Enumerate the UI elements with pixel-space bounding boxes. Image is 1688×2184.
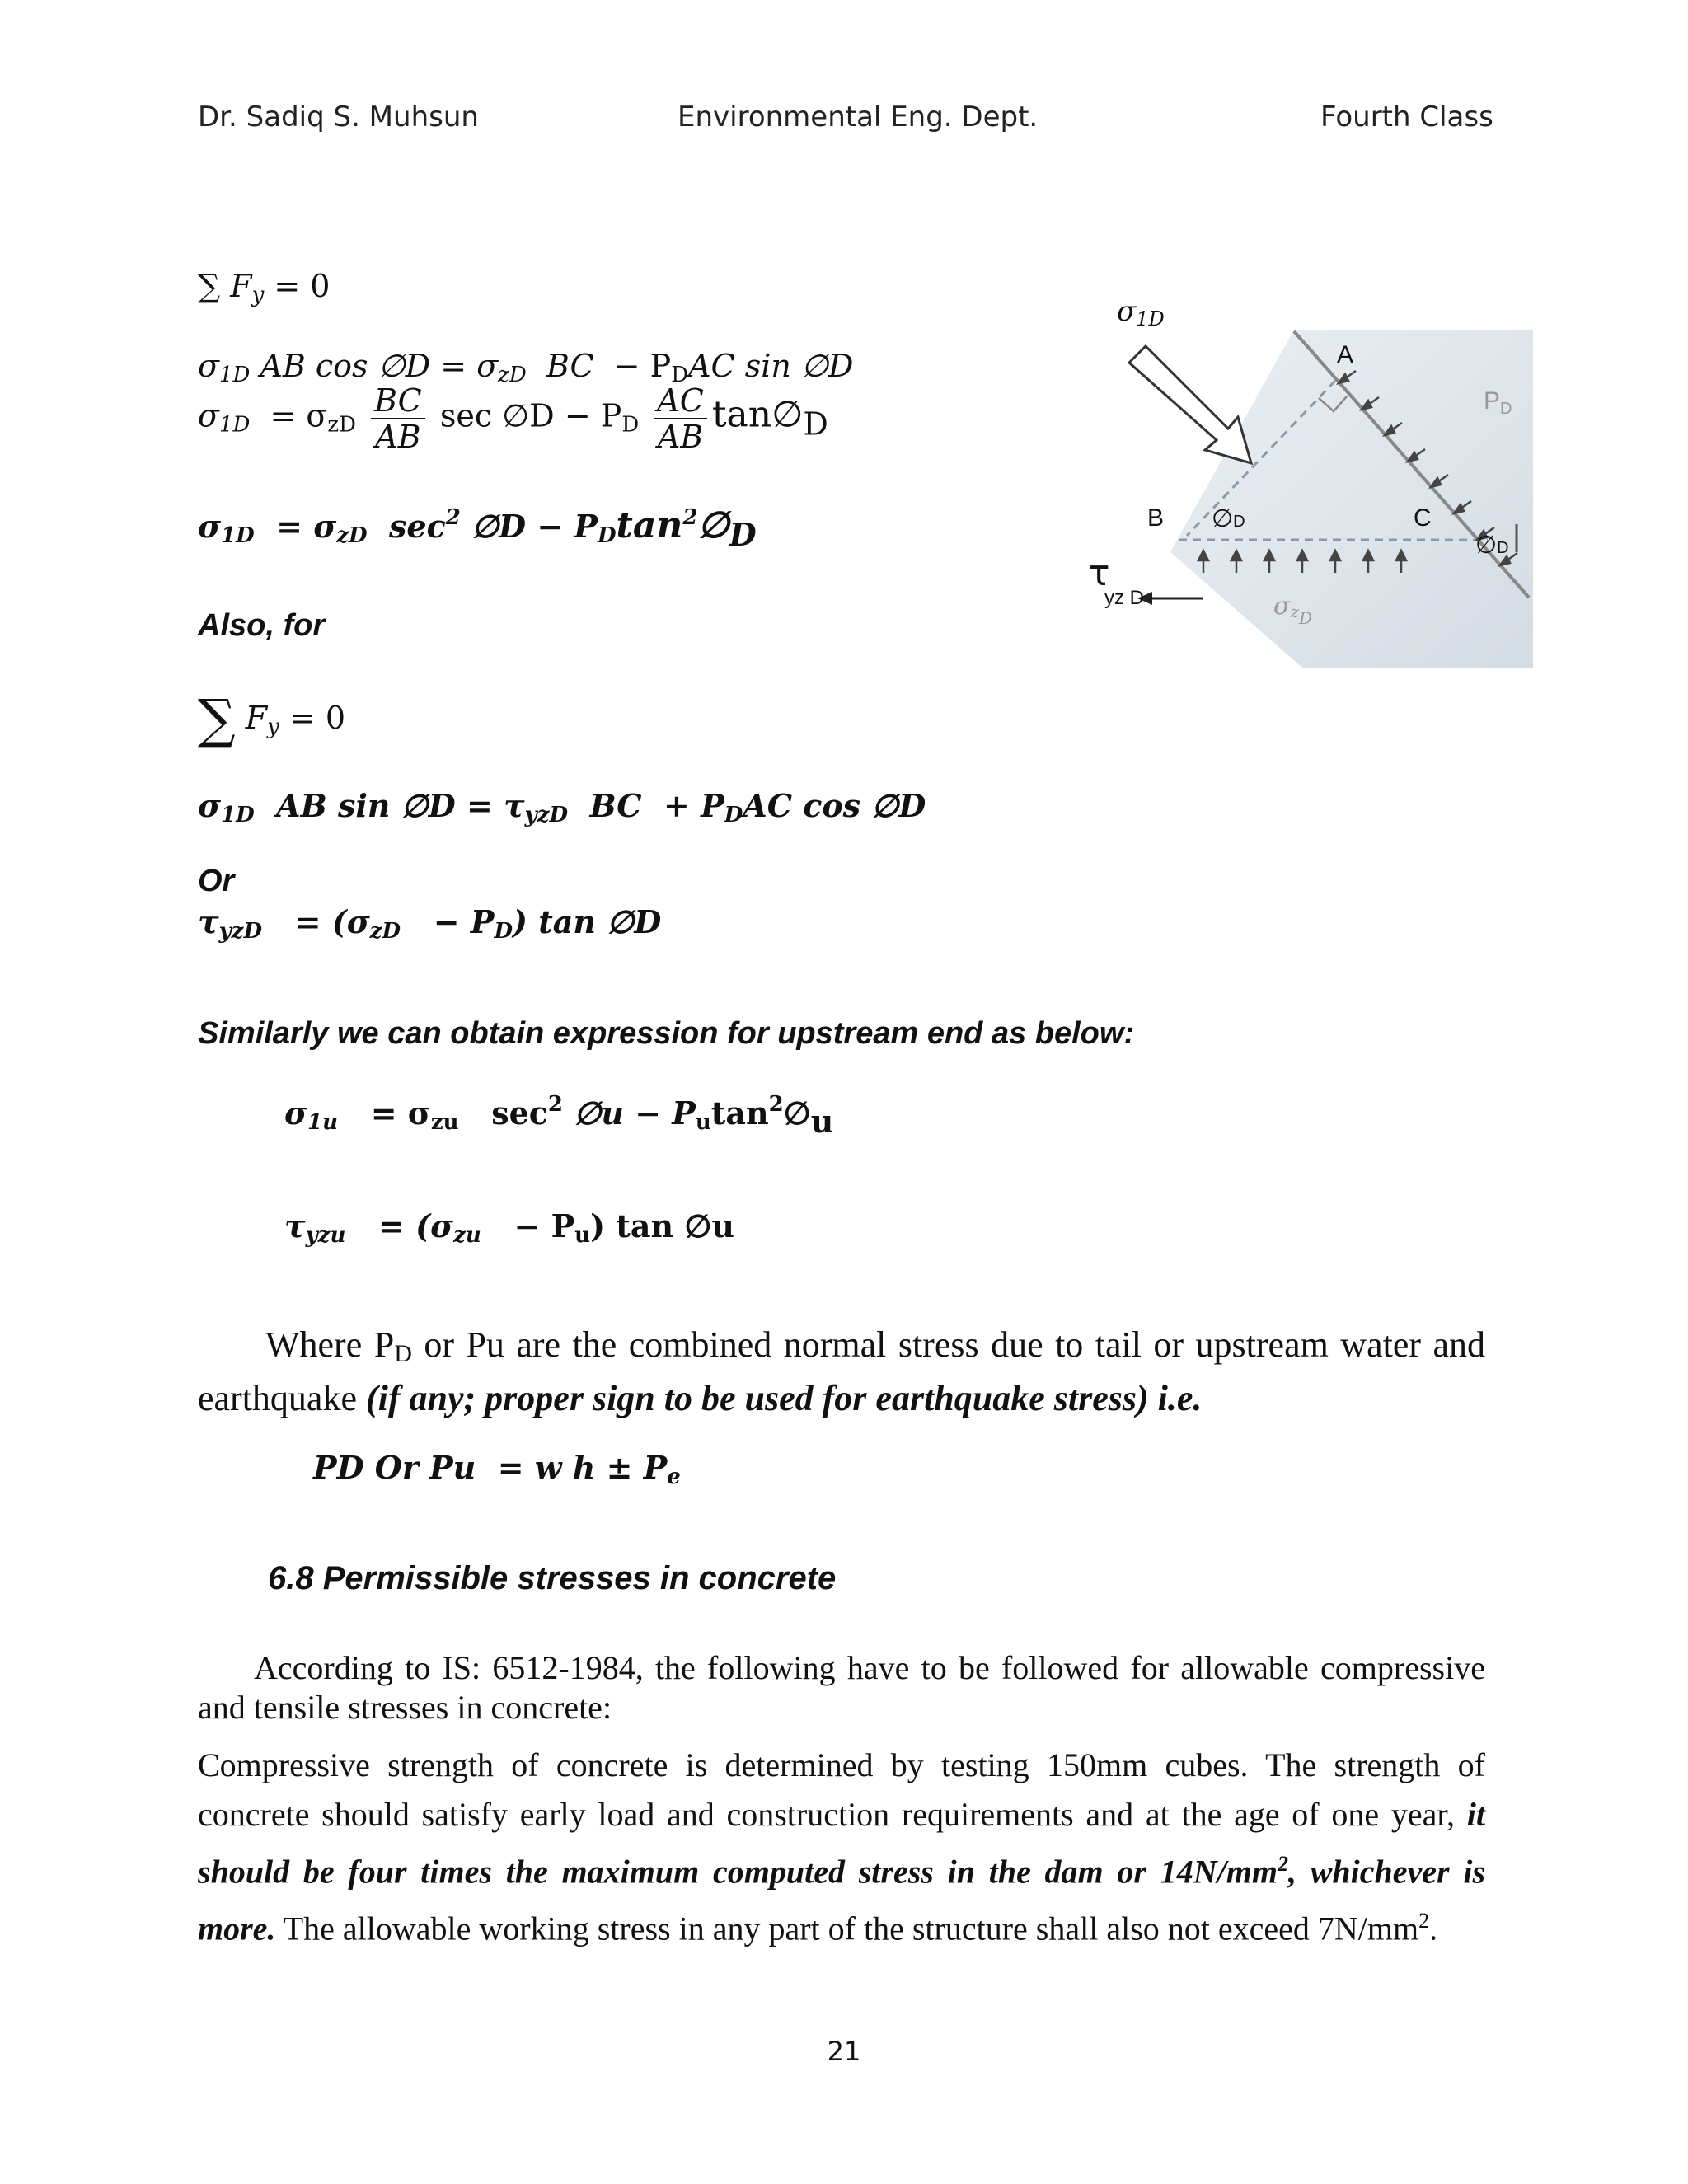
dam-stress-figure [1071,288,1533,668]
label-phi-d-2: ∅D [1475,532,1509,559]
label-a: A [1337,341,1354,368]
label-c: C [1414,504,1432,532]
or-label: Or [198,864,235,898]
label-sigma-1d: σ1D [1117,295,1165,330]
similarly-text: Similarly we can obtain expression for upstream end as below: [198,1016,1135,1051]
equation-6: σ1u = σzu $\sec^2$ ∅u − Putan$^2$∅u [284,1092,834,1140]
equation-3: σ1D = σzD $\sec^2$ ∅D − PDtan$^2$∅D [198,504,757,553]
dam-body-shading [1170,330,1533,668]
label-b: B [1147,504,1165,532]
equation-2: σ1D = σzD $\frac{BC}{AB}$ sec ∅D − PD $\frac{AC}{AB}$ tan∅D [198,382,828,455]
label-sigma-zd: $\sigma z_D$ [1273,592,1313,628]
also-for-label: Also, for [198,608,326,643]
paragraph-1: According to IS: 6512-1984, the following have to be followed for allowable compressive and tensile stresses in concrete: [198,1649,1485,1726]
label-tau-sub: yz D [1104,587,1144,609]
equation-4: σ1D AB sin ∅D = τyzD BC + PDAC cos ∅D [198,787,926,827]
sigma-1d-arrow [1129,346,1251,463]
header-author: Dr. Sadiq S. Muhsun [198,101,479,134]
label-pd: $P_D$ [1484,387,1512,418]
paragraph-2: Compressive strength of concrete is determined by testing 150mm cubes. The strength of concrete should satisfy early load and construction requirements and at the age of one year, it should be four times the maximum computed stress in the dam or $14N/mm^2$, whichever is more. The allowable working stress in any part of the structure shall also not exceed $7N/mm^2$. [198,1746,1486,1947]
equation-1: σ1D AB cos ∅D = σzD BC − PDAC sin ∅D [198,348,854,387]
label-phi-d-1: ∅D [1212,505,1245,532]
header-class: Fourth Class [1320,101,1493,134]
where-paragraph: Where PD or Pu are the combined normal stress due to tail or upstream water and earthquake (if any; proper sign to be used for earthquake stress) i.e. [198,1324,1485,1418]
equation-7: τyzu = (σzu − Pu) tan ∅u [284,1207,735,1248]
equation-8: PD Or Pu = w h ± Pe [313,1449,681,1489]
header-department: Environmental Eng. Dept. [678,101,1039,134]
label-tau: τ [1088,552,1110,594]
equation-sum-fy-2: ∑ Fy = 0 [198,689,346,750]
equation-sum-fy-1: ∑ Fy = 0 [198,268,331,307]
equation-5: τyzD = (σzD − PD) tan ∅D [198,903,662,944]
page-number: 21 [827,2036,861,2067]
section-heading: 6.8 Permissible stresses in concrete [268,1560,837,1596]
